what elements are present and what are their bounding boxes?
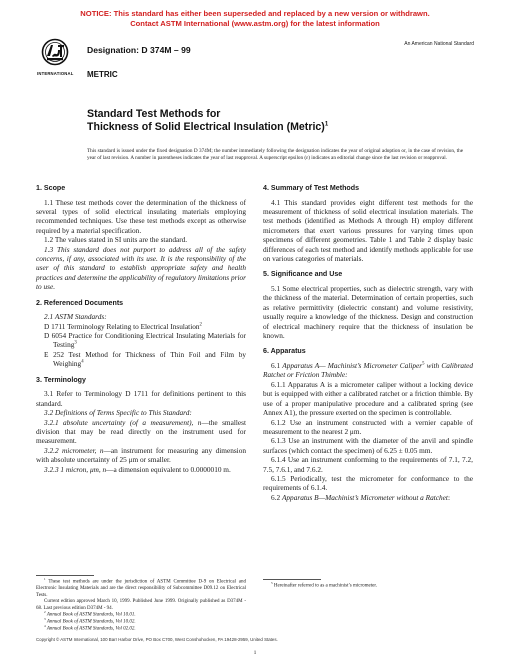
footnote-rule-right (263, 579, 321, 580)
footnote-5 (263, 583, 473, 590)
footnote-2-text: Annual Book of ASTM Standards, Vol 10.01. (46, 612, 136, 618)
para-6-1-num: 6.1 (271, 361, 283, 371)
para-3-1: 3.1 Refer to Terminology D 1711 for definitions pertinent to this standard. (36, 389, 246, 408)
logo-text: INTERNATIONAL (37, 71, 74, 76)
footnote-4 (36, 626, 246, 633)
footnote-3-sup: 3 (44, 617, 46, 622)
para-3-2-1 (36, 418, 246, 446)
para-6-1-1: 6.1.1 Apparatus A is a micrometer caliper without a locking device but is equipped with either a calibrated ratchet or a friction thimble. By use of a proper manipulative procedure and a calibrated spring (see Annex A1), the pressure exerted on the specimen is controllable. (263, 379, 473, 418)
footnote-5-text: Hereinafter referred to as a machinist’s micrometer. (273, 583, 378, 589)
para-1-2: 1.2 The values stated in SI units are the standard. (44, 235, 188, 245)
apparatus-b-title: Apparatus B—Machinist’s Micrometer without a Ratchet (281, 492, 448, 502)
term-micron: 3.2.3 1 micron, μm, n (44, 464, 107, 474)
left-column (36, 184, 246, 474)
footnote-1-text: These test methods are under the jurisdiction of ASTM Committee D-9 on Electrical and Electronic Insulating Materials and are the direct responsibility of Subcommittee D09.12 on Electrical Tests. (36, 579, 246, 598)
term-micrometer: 3.2.2 micrometer, n (44, 445, 104, 455)
para-3-2: 3.2 Definitions of Terms Specific to This Standard: (44, 408, 192, 418)
designation: Designation: D 374M – 99 (87, 45, 191, 55)
notice-line-1: NOTICE: This standard has either been superseded and replaced by a new version or withdrawn. (80, 9, 430, 18)
american-national-standard: An American National Standard (404, 41, 474, 47)
footnotes-right (263, 583, 473, 590)
para-6-2 (263, 493, 473, 502)
document-title (87, 108, 328, 133)
section-3-heading: 3. Terminology (36, 375, 86, 384)
apparatus-a-sup: 5 (422, 361, 425, 367)
footnote-4-sup: 4 (44, 624, 46, 629)
footnote-rule-left (36, 575, 94, 576)
title-line-2 (87, 121, 328, 134)
para-6-1-4: 6.1.4 Use an instrument conforming to the requirements of 7.1, 7.2, 7.5, 7.6.1, and 7.6.2. (263, 455, 473, 474)
def-micron: —a dimension equivalent to 0.0000010 m. (106, 464, 231, 474)
para-3-2-3 (36, 465, 246, 474)
section-5-heading: 5. Significance and Use (263, 270, 343, 279)
copyright: Copyright © ASTM International, 100 Barr Harbor Drive, PO Box C700, West Conshohocken, PA 19428-2959, United States. (36, 637, 278, 642)
para-6-1-5: 6.1.5 Periodically, test the micrometer for conformance to the requirements of 6.1.4. (263, 473, 473, 493)
para-6-1-3: 6.1.3 Use an instrument with the diameter of the anvil and spindle surfaces (which contact the specimen) of 6.25 ± 0.05 mm. (263, 436, 473, 455)
ref-d1711-text: D 1711 Terminology Relating to Electrical Insulation (44, 321, 200, 331)
para-3-2-2 (36, 446, 246, 465)
para-4-1: 4.1 This standard provides eight different test methods for the measurement of thickness of solid electrical insulation materials. The test methods (identified as Methods A through H) employ different micrometers that exert various pressures for varying times upon specimens of different geometries. Table 1 and Table 2 display basic differences of each test method and identify methods applicable for use on various categories of materials. (263, 197, 473, 264)
footnotes-left (36, 579, 246, 634)
footnote-3-text: Annual Book of ASTM Standards, Vol 10.02. (46, 619, 136, 625)
section-6-heading: 6. Apparatus (263, 347, 306, 356)
section-2-heading: 2. Referenced Documents (36, 298, 124, 307)
para-6-2-num: 6.2 (271, 492, 282, 502)
apparatus-a-title-cont: with Calibrated Ratchet or Friction Thimble: (263, 361, 473, 380)
astm-logo-icon (41, 38, 69, 74)
title-line-1: Standard Test Methods for (87, 108, 221, 120)
ref-d6054 (36, 331, 246, 350)
right-column (263, 184, 473, 502)
section-1-heading: 1. Scope (36, 184, 66, 192)
ref-d1711-sup: 2 (199, 322, 202, 328)
title-footnote-ref: 1 (324, 120, 329, 127)
def-absolute-uncertainty: —the smallest division that may be read directly on the instrument used for measurement. (36, 417, 246, 446)
def-micrometer: —an instrument for measuring any dimension with absolute uncertainty of 25 μm or smaller. (36, 445, 247, 465)
footnote-1-sup: 1 (44, 577, 46, 581)
para-6-1 (263, 361, 473, 380)
para-6-1-2: 6.1.2 Use an instrument constructed with a vernier capable of measurement to the nearest 2 μm. (263, 417, 473, 436)
ref-d6054-sup: 3 (74, 341, 77, 347)
ref-e252-text: E 252 Test Method for Thickness of Thin Foil and Film by Weighing (44, 349, 246, 369)
issuance-note: This standard is issued under the fixed designation D 374M; the number immediately following the designation indicates the year of original adoption or, in the case of revision, the year of last revision. A number in parentheses indicates the year of last reapproval. A superscript epsilon (ε) indicates an editorial change since the last revision or reapproval. (87, 148, 463, 162)
section-4-heading: 4. Summary of Test Methods (263, 184, 360, 192)
footnote-1b: Current edition approved March 10, 1999. Published June 1999. Originally published as D374M - 68. Last previous edition D374M - 94. (36, 599, 246, 611)
ref-d1711 (36, 322, 246, 331)
footnote-4-text: Annual Book of ASTM Standards, Vol 02.02. (46, 627, 136, 633)
page-number: 1 (253, 650, 257, 656)
term-absolute-uncertainty: 3.2.1 absolute uncertainty (of a measurement), n (44, 417, 202, 427)
apparatus-b-colon: : (447, 492, 450, 502)
footnote-2-sup: 2 (44, 610, 46, 615)
footnote-5-sup: 5 (271, 581, 273, 585)
footnote-3 (36, 617, 246, 629)
ref-d6054-text: D 6054 Practice for Conditioning Electrical Insulating Materials for Testing (44, 331, 246, 350)
title-line-2-text: Thickness of Solid Electrical Insulation (Metric) (87, 120, 325, 133)
notice-line-2: Contact ASTM International (www.astm.org) for the latest information (130, 19, 380, 28)
apparatus-a-title: Apparatus A— Machinist’s Micrometer Caliper (282, 361, 423, 371)
notice-banner (0, 9, 510, 29)
ref-e252 (36, 350, 246, 369)
footnote-1 (36, 579, 246, 599)
para-1-1: 1.1 These test methods cover the determination of the thickness of several types of solid electrical insulating materials employing recommended techniques. Use these test methods except as otherwise required by a material specification. (36, 197, 246, 235)
para-5-1: 5.1 Some electrical properties, such as dielectric strength, vary with the thickness of the material. Determination of certain properties, such as relative permittivity (dielectric constant) and volume resistivity, usually require a knowledge of the thickness. Design and construction of electrical machinery require that the thickness of insulation be known. (263, 284, 473, 341)
ref-e252-sup: 4 (81, 359, 84, 365)
metric-label: METRIC (87, 70, 118, 79)
para-2-1: 2.1 ASTM Standards: (44, 312, 107, 322)
para-1-3: 1.3 This standard does not purport to address all of the safety concerns, if any, associated with its use. It is the responsibility of the user of this standard to establish appropriate safety and health practices and determine the applicability of regulatory limitations prior to use. (36, 244, 246, 292)
